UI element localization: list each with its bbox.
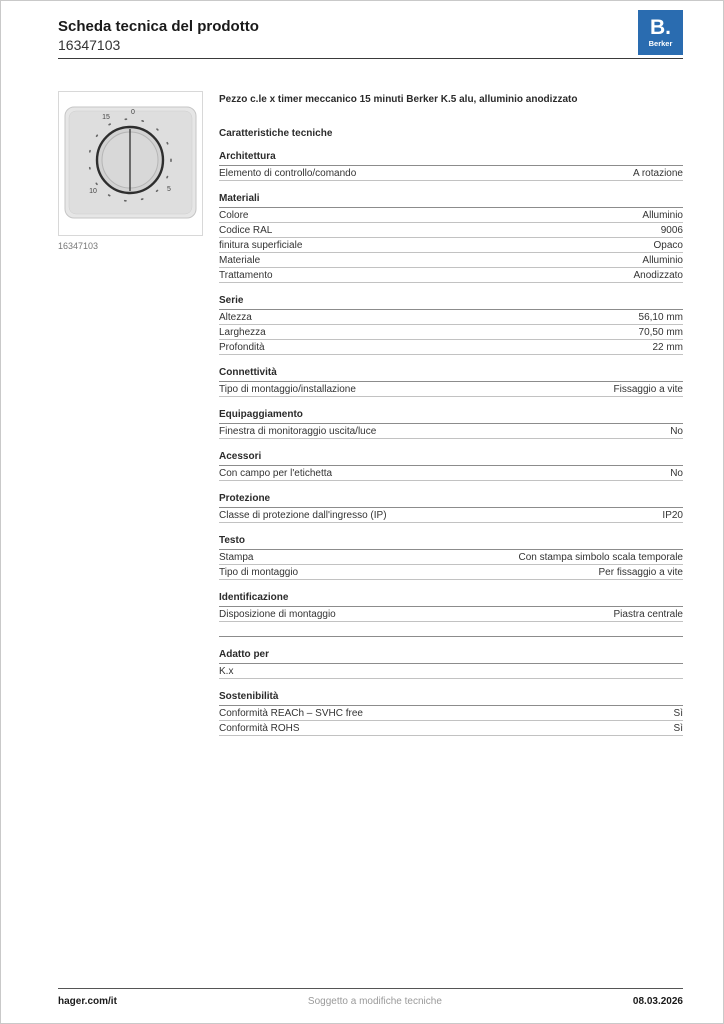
spec-section	[219, 493, 683, 523]
spec-label: K.x	[219, 666, 234, 677]
spec-label: Conformità REACh – SVHC free	[219, 708, 363, 719]
spec-section	[219, 151, 683, 181]
section-title: Protezione	[219, 493, 683, 508]
spec-label: Conformità ROHS	[219, 723, 300, 734]
spec-row	[219, 382, 683, 397]
section-title: Serie	[219, 295, 683, 310]
spec-row	[219, 424, 683, 439]
spec-value: Sì	[673, 708, 683, 719]
spec-value: Alluminio	[642, 210, 683, 221]
spec-row	[219, 208, 683, 223]
section-title: Identificazione	[219, 592, 683, 607]
spec-section	[219, 535, 683, 580]
product-image-caption: 16347103	[58, 241, 99, 251]
product-code: 16347103	[58, 37, 121, 53]
spec-label: Materiale	[219, 255, 261, 266]
spec-row	[219, 268, 683, 283]
spec-section	[219, 691, 683, 736]
section-title: Connettività	[219, 367, 683, 382]
section-title: Materiali	[219, 193, 683, 208]
spec-label: Tipo di montaggio	[219, 567, 299, 578]
section-divider	[219, 636, 683, 637]
spec-row	[219, 325, 683, 340]
dial-label-0: 0	[131, 109, 135, 116]
footer-website-link[interactable]: hager.com/it	[58, 996, 117, 1007]
spec-label: Finestra di monitoraggio uscita/luce	[219, 426, 377, 437]
content-column	[219, 91, 683, 736]
spec-row	[219, 721, 683, 736]
spec-label: Disposizione di montaggio	[219, 609, 336, 620]
section-title: Sostenibilità	[219, 691, 683, 706]
spec-row	[219, 664, 683, 679]
footer-date: 08.03.2026	[632, 996, 683, 1007]
spec-section	[219, 409, 683, 439]
header	[58, 17, 259, 54]
product-description: Pezzo c.le x timer meccanico 15 minuti Berker K.5 alu, alluminio anodizzato	[219, 94, 578, 105]
spec-row	[219, 340, 683, 355]
spec-value: Alluminio	[642, 255, 683, 266]
tech-specs-heading: Caratteristiche tecniche	[219, 128, 333, 139]
spec-value: Opaco	[653, 240, 683, 251]
spec-row	[219, 565, 683, 580]
spec-label: Larghezza	[219, 327, 266, 338]
spec-label: Con campo per l'etichetta	[219, 468, 333, 479]
dial-label-10: 10	[89, 188, 97, 195]
section-title: Equipaggiamento	[219, 409, 683, 424]
spec-section	[219, 649, 683, 679]
spec-sections	[219, 151, 683, 736]
dial-label-5: 5	[167, 186, 171, 193]
spec-value: Piastra centrale	[613, 609, 683, 620]
spec-label: Trattamento	[219, 270, 273, 281]
spec-label: Profondità	[219, 342, 265, 353]
spec-value: No	[670, 468, 683, 479]
spec-value: No	[670, 426, 683, 437]
product-image	[58, 91, 203, 236]
logo-letter: B.	[650, 16, 671, 39]
spec-value: Con stampa simbolo scala temporale	[518, 552, 683, 563]
spec-label: Colore	[219, 210, 249, 221]
spec-label: Stampa	[219, 552, 254, 563]
spec-value: Per fissaggio a vite	[598, 567, 683, 578]
spec-section	[219, 193, 683, 283]
spec-row	[219, 466, 683, 481]
spec-label: Tipo di montaggio/installazione	[219, 384, 356, 395]
spec-value: 70,50 mm	[638, 327, 683, 338]
spec-value: 22 mm	[652, 342, 683, 353]
spec-label: finitura superficiale	[219, 240, 303, 251]
spec-value: A rotazione	[632, 168, 683, 179]
section-title: Architettura	[219, 151, 683, 166]
section-title: Testo	[219, 535, 683, 550]
berker-logo	[638, 10, 683, 55]
spec-row	[219, 706, 683, 721]
spec-row	[219, 253, 683, 268]
spec-row	[219, 310, 683, 325]
spec-value: 56,10 mm	[638, 312, 683, 323]
spec-row	[219, 550, 683, 565]
spec-value: Fissaggio a vite	[613, 384, 683, 395]
logo-brand: Berker	[648, 39, 673, 48]
spec-section	[219, 592, 683, 622]
spec-value: Sì	[673, 723, 683, 734]
spec-row	[219, 607, 683, 622]
spec-value: 9006	[660, 225, 683, 236]
spec-label: Elemento di controllo/comando	[219, 168, 357, 179]
spec-label: Classe di protezione dall'ingresso (IP)	[219, 510, 387, 521]
section-title: Adatto per	[219, 649, 683, 664]
page-title: Scheda tecnica del prodotto	[58, 18, 259, 35]
footer-disclaimer: Soggetto a modifiche tecniche	[307, 996, 442, 1007]
spec-row	[219, 238, 683, 253]
spec-label: Codice RAL	[219, 225, 273, 236]
spec-section	[219, 451, 683, 481]
spec-row	[219, 508, 683, 523]
spec-section	[219, 367, 683, 397]
spec-section	[219, 295, 683, 355]
dial-label-15: 15	[102, 114, 110, 121]
footer	[58, 988, 683, 1007]
spec-row	[219, 223, 683, 238]
spec-row	[219, 166, 683, 181]
section-title: Acessori	[219, 451, 683, 466]
spec-value: IP20	[662, 510, 683, 521]
timer-dial-illustration	[59, 92, 202, 235]
header-divider	[58, 58, 683, 59]
spec-label: Altezza	[219, 312, 252, 323]
spec-value: Anodizzato	[633, 270, 683, 281]
